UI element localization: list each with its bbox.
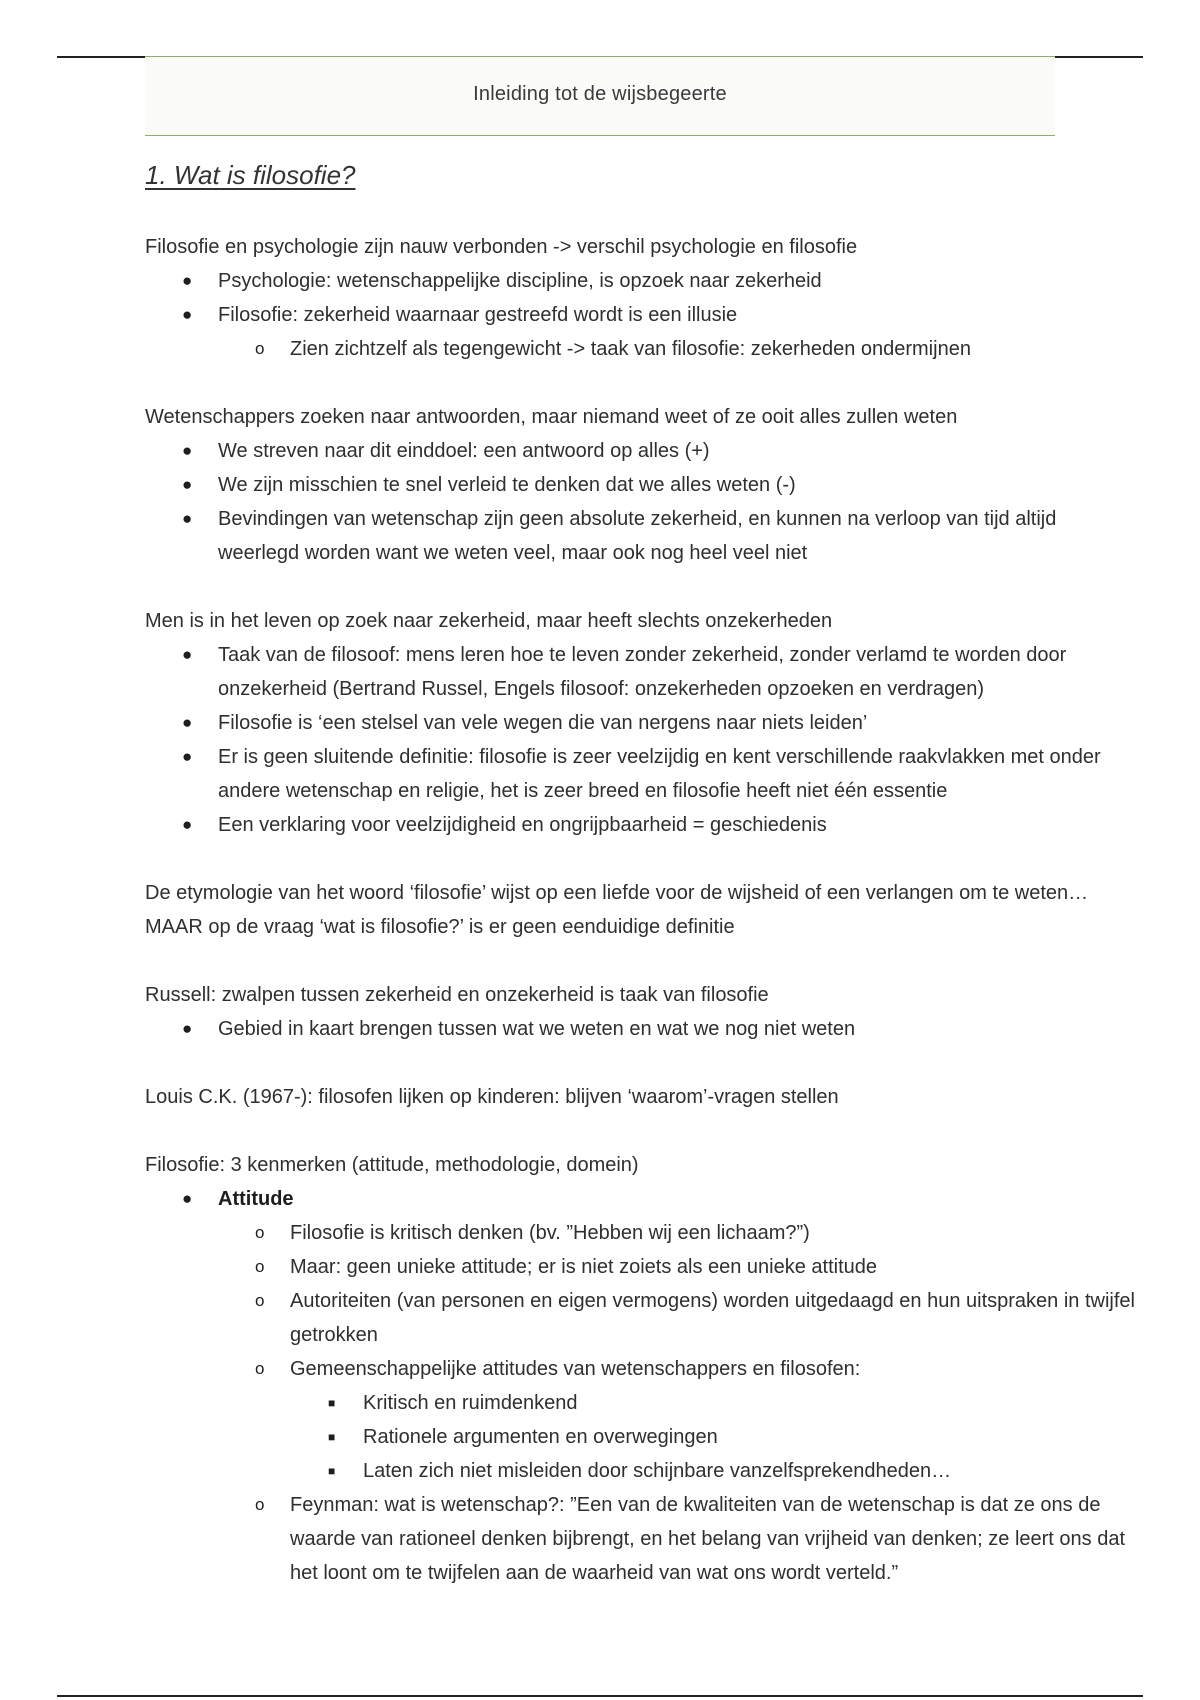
bullet-marker: ● (182, 645, 193, 664)
paragraph: Louis C.K. (1967-): filosofen lijken op kinderen: blijven ‘waarom’-vragen stellen (145, 1086, 839, 1108)
list-item-text: Laten zich niet misleiden door schijnbare vanzelfsprekendheden… (363, 1460, 952, 1482)
list-item-text: Zien zichtzelf als tegengewicht -> taak van filosofie: zekerheden ondermijnen (290, 338, 971, 360)
list-item (145, 468, 1135, 502)
paragraph: Wetenschappers zoeken naar antwoorden, maar niemand weet of ze ooit alles zullen weten (145, 406, 958, 428)
list-item (145, 1454, 1135, 1488)
circle-marker: o (255, 1257, 265, 1276)
square-marker: ■ (328, 1396, 336, 1410)
list-item-text: Autoriteiten (van personen en eigen vermogens) worden uitgedaagd en hun uitspraken in twijfel getrokken (290, 1290, 1141, 1346)
circle-marker: o (255, 1223, 265, 1242)
paragraph: Filosofie: 3 kenmerken (attitude, methodologie, domein) (145, 1154, 639, 1176)
square-marker: ■ (328, 1464, 336, 1478)
list-item (145, 264, 1135, 298)
list-item-text: Bevindingen van wetenschap zijn geen absolute zekerheid, en kunnen na verloop van tijd altijd weerlegd worden want we weten veel, maar ook nog heel veel niet (218, 508, 1062, 564)
circle-marker: o (255, 1359, 265, 1378)
spacer (145, 842, 1135, 876)
section-heading: 1. Wat is filosofie? (145, 160, 356, 190)
list-item-text: Er is geen sluitende definitie: filosofie is zeer veelzijdig en kent verschillende raakvlakken met onder andere wetenschap en religie, het is zeer breed en filosofie heeft niet één essentie (218, 746, 1107, 802)
square-marker: ■ (328, 1430, 336, 1444)
list-item (145, 502, 1135, 570)
top-rule-left (57, 56, 147, 58)
list-item-text: Taak van de filosoof: mens leren hoe te leven zonder zekerheid, zonder verlamd te worden door onzekerheid (Bertrand Russel, Engels filosoof: onzekerheden opzoeken en verdragen) (218, 644, 1072, 700)
list-item-text: Gebied in kaart brengen tussen wat we weten en wat we nog niet weten (218, 1018, 856, 1040)
bullet-list (145, 1182, 1141, 1590)
top-rule-right (1055, 56, 1143, 58)
list-item-text: Maar: geen unieke attitude; er is niet zoiets als een unieke attitude (290, 1256, 878, 1278)
list-item (145, 1284, 1141, 1352)
paragraph: Russell: zwalpen tussen zekerheid en onzekerheid is taak van filosofie (145, 984, 769, 1006)
list-item (145, 808, 1135, 842)
bottom-rule (57, 1695, 1143, 1697)
spacer (145, 944, 1135, 978)
circle-marker: o (255, 339, 265, 358)
list-item-text: Rationele argumenten en overwegingen (363, 1426, 718, 1448)
paragraph: De etymologie van het woord ‘filosofie’ wijst op een liefde voor de wijsheid of een verlangen om te weten… MAAR op de vraag ‘wat is filosofie?’ is er geen eenduidige definitie (145, 882, 1094, 938)
bullet-marker: ● (182, 271, 193, 290)
list-item-text: We streven naar dit einddoel: een antwoord op alles (+) (218, 440, 710, 462)
list-item (145, 1420, 1135, 1454)
list-item (145, 1386, 1135, 1420)
list-item-text: Gemeenschappelijke attitudes van wetenschappers en filosofen: (290, 1358, 861, 1380)
spacer (145, 366, 1135, 400)
bullet-list (145, 264, 1135, 366)
spacer (145, 570, 1135, 604)
list-item-text: Psychologie: wetenschappelijke discipline, is opzoek naar zekerheid (218, 270, 822, 292)
list-item-text: We zijn misschien te snel verleid te denken dat we alles weten (-) (218, 474, 796, 496)
bullet-marker: ● (182, 815, 193, 834)
list-item-text: Een verklaring voor veelzijdigheid en ongrijpbaarheid = geschiedenis (218, 814, 827, 836)
document-title: Inleiding tot de wijsbegeerte (473, 83, 727, 105)
list-item-text: Feynman: wat is wetenschap?: ”Een van de kwaliteiten van de wetenschap is dat ze ons de waarde van rationeel denken bijbrengt, en het belang van vrijheid van denken; ze leert ons dat het loont om te twijfelen aan de waarheid van wat ons wordt verteld.” (290, 1494, 1131, 1584)
bullet-marker: ● (182, 475, 193, 494)
list-item (145, 434, 1135, 468)
bullet-marker: ● (182, 1189, 193, 1208)
list-item-text: Attitude (218, 1188, 294, 1210)
list-item (145, 298, 1135, 332)
circle-marker: o (255, 1495, 265, 1514)
list-item (145, 740, 1135, 808)
list-item (145, 1012, 1135, 1046)
list-item (145, 1352, 1135, 1386)
list-item (145, 638, 1135, 706)
spacer (145, 1046, 1135, 1080)
list-item-text: Filosofie: zekerheid waarnaar gestreefd wordt is een illusie (218, 304, 738, 326)
spacer (145, 1114, 1135, 1148)
list-item (145, 1216, 1135, 1250)
list-item-text: Filosofie is kritisch denken (bv. ”Hebben wij een lichaam?”) (290, 1222, 810, 1244)
bullet-list (145, 638, 1135, 842)
bullet-marker: ● (182, 713, 193, 732)
bullet-list (145, 1012, 1135, 1046)
bullet-marker: ● (182, 747, 193, 766)
bullet-marker: ● (182, 305, 193, 324)
document-body (145, 158, 1141, 1590)
list-item-text: Kritisch en ruimdenkend (363, 1392, 578, 1414)
bullet-marker: ● (182, 509, 193, 528)
bullet-marker: ● (182, 1019, 193, 1038)
list-item (145, 1182, 1135, 1216)
list-item (145, 706, 1135, 740)
list-item (145, 332, 1135, 366)
bullet-marker: ● (182, 441, 193, 460)
list-item-text: Filosofie is ‘een stelsel van vele wegen die van nergens naar niets leiden’ (218, 712, 868, 734)
list-item (145, 1250, 1135, 1284)
page-header (145, 56, 1055, 136)
circle-marker: o (255, 1291, 265, 1310)
bullet-list (145, 434, 1135, 570)
paragraph: Men is in het leven op zoek naar zekerheid, maar heeft slechts onzekerheden (145, 610, 833, 632)
paragraph: Filosofie en psychologie zijn nauw verbonden -> verschil psychologie en filosofie (145, 236, 858, 258)
list-item (145, 1488, 1135, 1590)
